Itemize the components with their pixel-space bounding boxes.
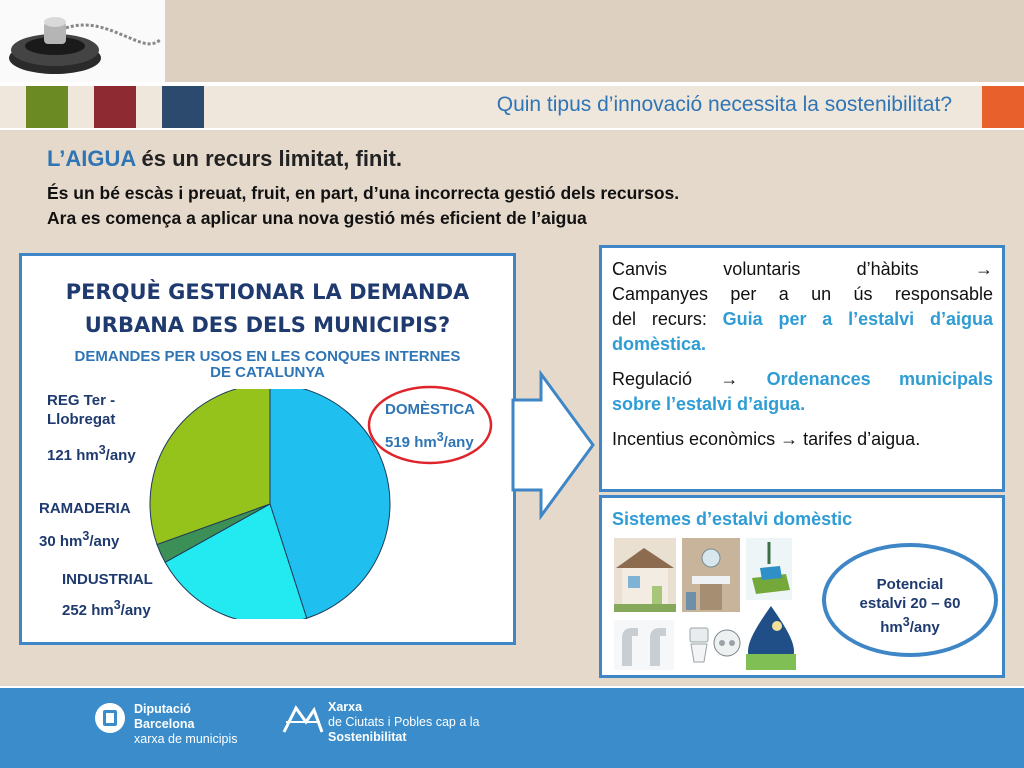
potential-unit: hm [880,619,903,636]
water-drop-night-icon [746,602,796,670]
decor-square-green [26,86,68,128]
measure-habits-line-2: Campanyes per a un ús responsable [612,284,993,304]
saving-systems-title: Sistemes d’estalvi domèstic [612,509,853,529]
demand-pie-chart [147,389,397,619]
flush-button-icon [712,628,742,658]
slide-title: Quin tipus d’innovació necessita la sostenibilitat? [496,93,952,116]
footer-org2-line-1: Xarxa [328,700,363,714]
label-industrial-value-exp: 3 [113,598,121,612]
decor-square-navy [162,86,204,128]
label-industrial-value-suffix: /any [120,602,151,619]
chart-title-line-1: DEMANDES PER USOS EN LES CONQUES INTERNES [74,348,461,365]
footer-org2-line-2: de Ciutats i Pobles cap a la [328,715,480,729]
title-divider [0,128,1024,130]
right-arrow-icon [511,370,597,520]
label-ramaderia-value-text: 30 hm [39,533,83,550]
label-domestica-value-exp: 3 [436,430,444,444]
bath-plug-icon [0,0,165,82]
chart-title [22,349,513,381]
irrigation-icon [746,538,792,600]
measure-habits-plain: del recurs: [612,309,723,329]
bathroom-sink-icon [682,538,740,612]
measure-habits-line-4: domèstica. [612,334,707,354]
potential-line-1: Potencial [876,576,944,593]
measure-habits [612,257,993,357]
intro-title-highlight: L’AIGUA [47,146,136,171]
footer-org1-line-1: Diputació [134,702,191,716]
measure-habits-line-1 [612,257,993,282]
footer [0,688,1024,768]
measure-incentives-rest: tarifes d’aigua. [803,429,921,449]
panel-heading-line-2: URBANA DES DELS MUNICIPIS? [84,313,451,337]
toilet-icon [688,626,710,668]
label-reg-name-line-1: REG Ter - [47,392,116,409]
label-domestica-value [385,430,474,451]
potential-unit-exp: 3 [902,615,910,629]
footer-org2-line-3: Sostenibilitat [328,730,407,744]
intro-title-rest: és un recurs limitat, finit. [135,146,402,171]
label-reg-name-line-2: Llobregat [47,411,116,428]
measure-regulation-line-1 [612,367,993,392]
potential-line-3 [826,613,994,637]
saving-potential-badge [822,543,998,657]
potential-line-2: estalvi 20 – 60 [859,595,961,612]
arrow-right-icon: → [720,369,739,389]
panel-heading-line-1: PERQUÈ GESTIONAR LA DEMANDA [65,280,470,304]
saving-systems-panel [599,495,1005,678]
measure-regulation [612,367,993,417]
measure-incentives [612,427,993,452]
label-industrial-name: INDUSTRIAL [62,571,153,588]
label-reg-value-exp: 3 [98,443,106,457]
ordinances-link[interactable]: Ordenances municipals [766,369,993,389]
intro-line-1: És un bé escàs i preuat, fruit, en part, d’una incorrecta gestió dels recursos. [47,183,680,203]
label-industrial-value [62,598,151,619]
label-ramaderia-value-exp: 3 [82,529,90,543]
decor-square-red [94,86,136,128]
arrow-right-icon: → [780,429,799,449]
header-photo [0,0,165,82]
measure-regulation-text: Regulació [612,369,693,389]
label-ramaderia-value-suffix: /any [89,533,120,550]
measure-regulation-line-2: sobre l’estalvi d’aigua. [612,394,806,414]
label-reg-name [47,391,115,429]
label-reg-value-suffix: /any [105,447,136,464]
footer-org1-line-3: xarxa de municipis [134,732,238,746]
label-domestica-value-text: 519 hm [385,434,437,451]
label-ramaderia-value [39,529,119,550]
label-ramaderia-name: RAMADERIA [39,500,131,517]
intro-title [47,146,402,172]
intro-line-2: Ara es comença a aplicar una nova gestió més eficient de l’aigua [47,208,587,228]
footer-org1-line-2: Barcelona [134,717,195,731]
label-reg-value [47,443,136,464]
panel-heading [22,276,513,342]
xarxa-logo-icon [282,702,324,734]
demand-chart-panel [19,253,516,645]
header-band [165,0,1024,82]
faucet-icon [614,620,674,670]
chart-title-line-2: DE CATALUNYA [210,364,325,381]
measure-habits-line-3 [612,307,993,332]
label-reg-value-text: 121 hm [47,447,99,464]
measure-incentives-text: Incentius econòmics [612,429,776,449]
potential-unit-suffix: /any [909,619,940,636]
label-domestica-value-suffix: /any [443,434,474,451]
guide-link[interactable]: Guia per a l’estalvi d’aigua [722,309,993,329]
domestica-highlight-ellipse [366,384,494,466]
diputacio-logo-icon [94,702,126,734]
house-rainwater-icon [614,538,676,612]
measure-habits-text: Canvis voluntaris d’hàbits [612,259,919,279]
label-domestica-name: DOMÈSTICA [385,401,475,418]
measures-panel [599,245,1005,492]
label-industrial-value-text: 252 hm [62,602,114,619]
decor-square-orange [982,86,1024,128]
arrow-right-icon: → [974,259,993,279]
